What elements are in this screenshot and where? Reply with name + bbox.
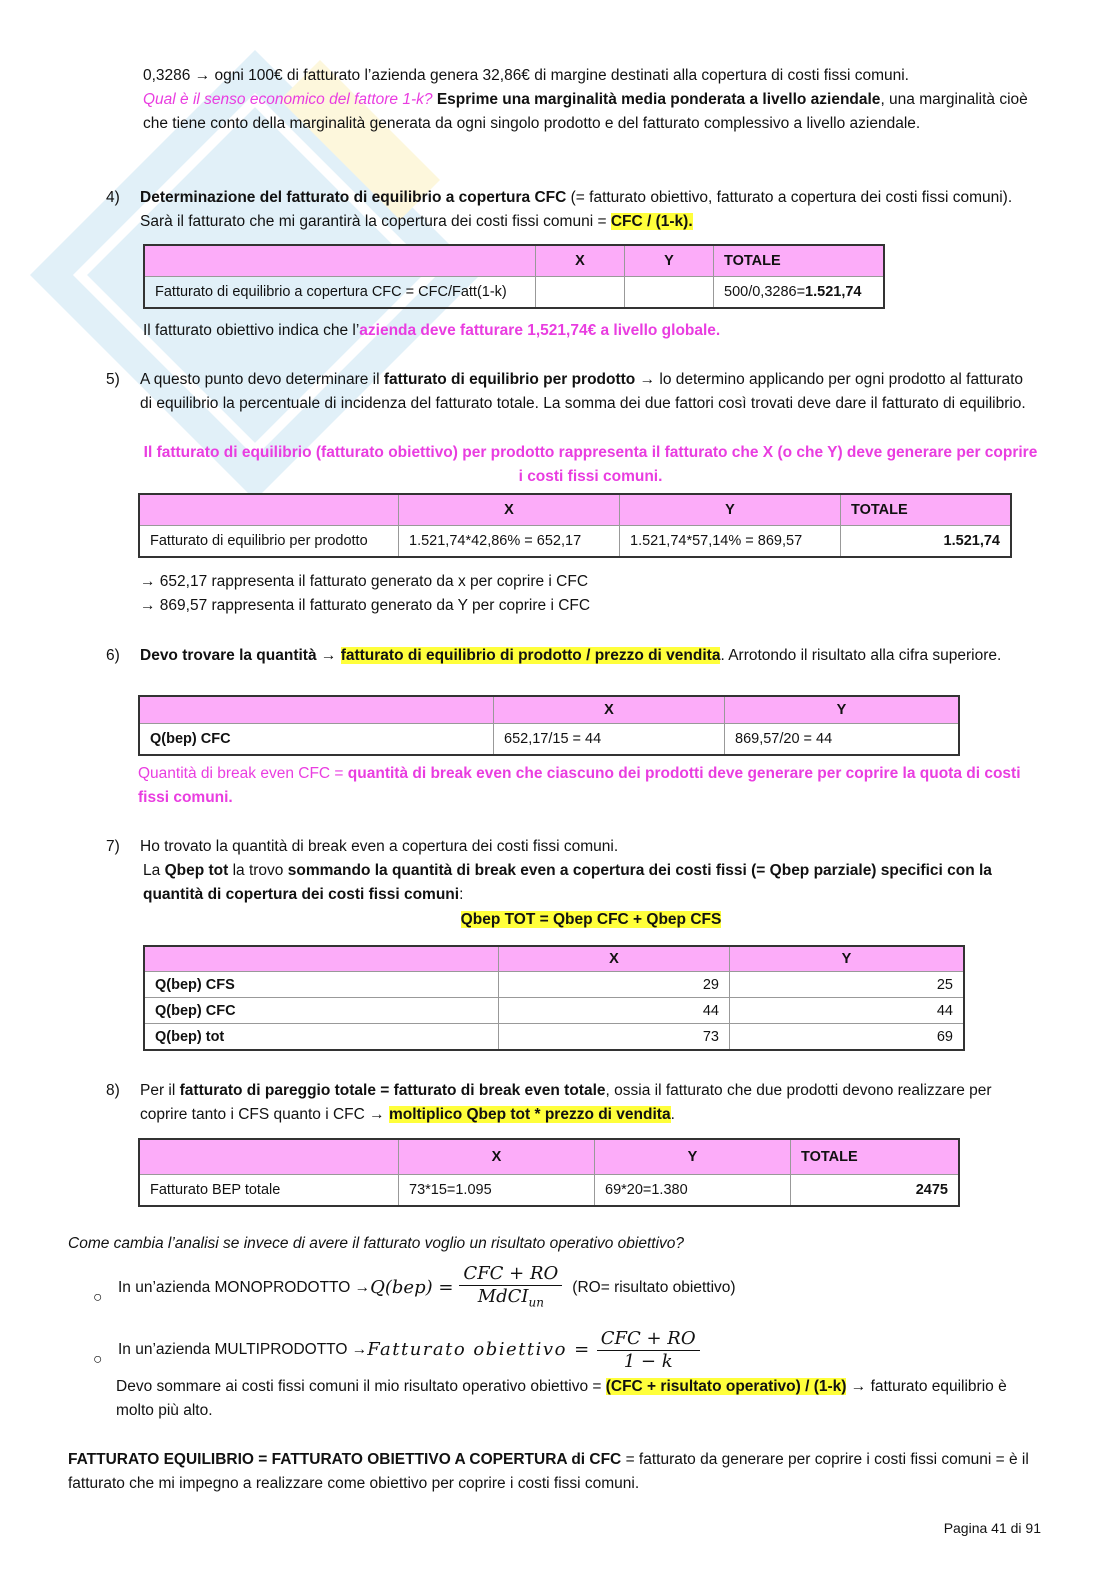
conclusion-pre: Il fatturato obiettivo indica che l’ — [143, 322, 360, 339]
mono-post: (RO= risultato obiettivo) — [572, 1279, 736, 1296]
final-paragraph — [68, 1448, 1046, 1496]
step-5-magenta-note: Il fatturato di equilibrio (fatturato obiettivo) per prodotto rappresenta il fatturato che X (o che Y) deve generare per coprire i costi fissi comuni. — [143, 444, 1038, 485]
note-bold: quantità di break even che ciascuno dei prodotti deve generare per coprire la quota di costi fissi comuni. — [138, 765, 1021, 806]
cell-x: 73*15=1.095 — [399, 1175, 595, 1207]
mono-formula-line — [118, 1262, 736, 1314]
cell-total: 1.521,74 — [841, 526, 1012, 558]
note-pre: Quantità di break even CFC = — [138, 765, 348, 782]
ro-sum-text — [116, 1375, 1026, 1423]
t: sommando la quantità di break even a copertura dei costi fissi (= Qbep parziale) specifici con la quantità di copertura dei costi fissi comuni — [143, 862, 992, 903]
conclusion-magenta: azienda deve fatturare 1,521,74€ a livello globale. — [359, 322, 721, 339]
header-cell: X — [494, 696, 725, 724]
total-value: 1.521,74 — [805, 284, 862, 300]
answer-rest: , una marginalità cioè che tiene conto della marginalità generata da ogni singolo prodotto e del fatturato complessivo a livello aziendale. — [143, 91, 1028, 132]
header-cell: X — [399, 494, 620, 526]
row-label: Fatturato BEP totale — [139, 1175, 399, 1207]
step-number-8: 8) — [106, 1082, 120, 1099]
cell-y: 869,57/20 = 44 — [725, 724, 960, 756]
header-cell: TOTALE — [714, 245, 885, 277]
t: → fatturato equilibrio è molto più alto. — [116, 1378, 1007, 1419]
t: Qbep tot — [164, 862, 229, 879]
bullet-icon: ○ — [93, 1289, 103, 1306]
step-4-highlight: CFC / (1-k). — [610, 213, 693, 230]
t: Per il — [140, 1082, 180, 1099]
header-cell — [139, 494, 399, 526]
step-6-bold: Devo trovare la quantità — [140, 647, 317, 664]
multi-lhs: Fatturato obiettivo = — [367, 1339, 591, 1360]
final-rest: = fatturato da generare per coprire i costi fissi comuni = è il fatturato che mi impegno a realizzare come obiettivo per coprire i costi fissi comuni. — [68, 1451, 1029, 1492]
margin-line: 0,3286 → ogni 100€ di fatturato l’azienda genera 32,86€ di margine destinati alla copertura di costi fissi comuni. — [143, 67, 909, 84]
cell-x: 29 — [499, 972, 730, 998]
step-7-line1: Ho trovato la quantità di break even a copertura dei costi fissi comuni. — [140, 838, 619, 855]
step-number-7: 7) — [106, 838, 120, 855]
cell-y: 1.521,74*57,14% = 869,57 — [620, 526, 841, 558]
step-6-text — [140, 644, 1038, 668]
page-number: Pagina 41 di 91 — [943, 1520, 1041, 1536]
header-cell: X — [499, 946, 730, 972]
answer-bold: Esprime una marginalità media ponderata a livello aziendale — [436, 91, 881, 108]
step-4-bold: Determinazione del fatturato di equilibrio a copertura CFC — [140, 189, 567, 206]
step-8-highlight: moltiplico Qbep tot * prezzo di vendita — [388, 1106, 671, 1123]
step-7-text — [140, 835, 1038, 907]
t: : — [459, 886, 464, 903]
step-8-bold: fatturato di pareggio totale = fatturato di break even totale — [179, 1082, 606, 1099]
header-cell: TOTALE — [841, 494, 1012, 526]
row-label: Q(bep) tot — [144, 1024, 499, 1051]
cell-y: 69 — [730, 1024, 965, 1051]
row-label: Fatturato di equilibrio a copertura CFC = CFC/Fatt(1-k) — [144, 277, 536, 309]
step-number-6: 6) — [106, 647, 120, 664]
row-label: Q(bep) CFC — [144, 998, 499, 1024]
ro-highlight: (CFC + risultato operativo) / (1-k) — [605, 1378, 847, 1395]
step-number-5: 5) — [106, 371, 120, 388]
note-line: → 869,57 rappresenta il fatturato generato da Y per coprire i CFC — [140, 597, 591, 614]
cell-y: 44 — [730, 998, 965, 1024]
table-bep-total — [138, 1138, 960, 1207]
fraction-numerator: CFC + RO — [597, 1328, 700, 1351]
cell-total — [714, 277, 885, 309]
header-cell — [144, 946, 499, 972]
table-equilibrium-per-product — [138, 493, 1012, 558]
cell-x: 44 — [499, 998, 730, 1024]
table-qbep-total — [143, 945, 965, 1051]
fraction-denominator: 1 − k — [623, 1350, 673, 1372]
cell-y: 69*20=1.380 — [595, 1175, 791, 1207]
den-main: MdCI — [477, 1285, 529, 1307]
header-cell: Y — [595, 1139, 791, 1175]
cell-x: 73 — [499, 1024, 730, 1051]
header-cell: Y — [730, 946, 965, 972]
header-cell — [144, 245, 536, 277]
qbep-formula: Qbep TOT = Qbep CFC + Qbep CFS — [460, 911, 722, 928]
header-cell: Y — [620, 494, 841, 526]
header-cell: X — [536, 245, 625, 277]
row-label: Fatturato di equilibrio per prodotto — [139, 526, 399, 558]
cell-x — [536, 277, 625, 309]
cell-y: 25 — [730, 972, 965, 998]
note-line: → 652,17 rappresenta il fatturato generato da x per coprire i CFC — [140, 573, 589, 590]
paragraph-margin — [143, 64, 1043, 136]
t: Devo sommare ai costi fissi comuni il mio risultato operativo obiettivo = — [116, 1378, 606, 1395]
multi-fraction — [597, 1328, 700, 1373]
multi-pre: In un’azienda MULTIPRODOTTO → — [118, 1341, 368, 1358]
fraction-numerator: CFC + RO — [459, 1263, 562, 1286]
den-sub: un — [528, 1295, 545, 1310]
t: La — [143, 862, 165, 879]
header-cell: X — [399, 1139, 595, 1175]
cell-x: 1.521,74*42,86% = 652,17 — [399, 526, 620, 558]
ro-question: Come cambia l’analisi se invece di avere il fatturato voglio un risultato operativo obiettivo? — [68, 1235, 685, 1252]
final-bold: FATTURATO EQUILIBRIO = FATTURATO OBIETTIVO A COPERTURA di CFC — [68, 1451, 622, 1468]
cell-y — [625, 277, 714, 309]
step-5-text — [140, 368, 1038, 416]
header-cell — [139, 1139, 399, 1175]
multi-formula-line — [118, 1323, 700, 1377]
mono-pre: In un’azienda MONOPRODOTTO → — [118, 1279, 371, 1296]
cell-total: 2475 — [791, 1175, 960, 1207]
step-5-pre: A questo punto devo determinare il — [140, 371, 384, 388]
t: . — [670, 1106, 675, 1123]
mono-lhs: Q(bep) = — [370, 1277, 454, 1298]
step-4-conclusion — [143, 319, 720, 343]
mono-fraction — [459, 1263, 562, 1314]
table-qbep-cfc — [138, 695, 960, 756]
row-label: Q(bep) CFS — [144, 972, 499, 998]
header-cell: Y — [625, 245, 714, 277]
cell-x: 652,17/15 = 44 — [494, 724, 725, 756]
table-equilibrium-cfc — [143, 244, 885, 309]
header-cell — [139, 696, 494, 724]
qbep-formula-wrap — [0, 908, 1116, 932]
step-6-magenta-note — [138, 762, 1038, 810]
row-label: Q(bep) CFC — [139, 724, 494, 756]
bullet-icon: ○ — [93, 1351, 103, 1368]
step-4-text — [140, 186, 1038, 234]
t: , ossia il fatturato che due prodotti devono realizzare per coprire tanto i CFS quanto i CFC → — [140, 1082, 992, 1123]
t: la trovo — [228, 862, 288, 879]
total-formula: 500/0,3286= — [724, 284, 806, 300]
step-5-notes — [140, 570, 590, 618]
step-5-rest: → lo determino applicando per ogni prodotto al fatturato di equilibrio la percentuale di incidenza del fatturato totale. La somma dei due fattori così trovati deve dare il fatturato di equilibrio. — [140, 371, 1026, 412]
header-cell: Y — [725, 696, 960, 724]
step-6-arrow: → — [316, 647, 341, 664]
step-6-highlight: fatturato di equilibrio di prodotto / prezzo di vendita — [340, 647, 721, 664]
step-4-rest: (= fatturato obiettivo, fatturato a copertura dei costi fissi comuni). Sarà il fatturato che mi garantirà la copertura dei costi fissi comuni = — [140, 189, 1013, 230]
step-5-bold: fatturato di equilibrio per prodotto — [383, 371, 636, 388]
step-number-4: 4) — [106, 189, 120, 206]
question-text: Qual è il senso economico del fattore 1-k? — [143, 91, 433, 108]
fraction-denominator — [459, 1286, 562, 1314]
step-6-rest: . Arrotondo il risultato alla cifra superiore. — [720, 647, 1002, 664]
step-8-text — [140, 1079, 1038, 1127]
header-cell: TOTALE — [791, 1139, 960, 1175]
